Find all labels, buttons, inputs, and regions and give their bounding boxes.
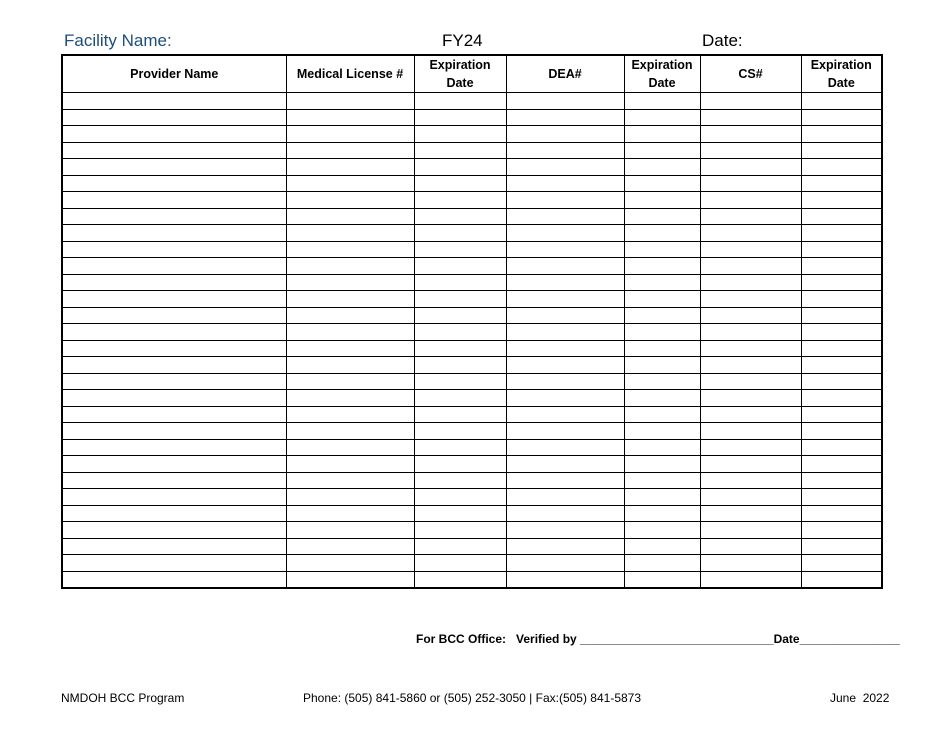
cell-cs[interactable] xyxy=(700,489,801,506)
cell-dea[interactable] xyxy=(506,175,624,192)
cell-cs[interactable] xyxy=(700,225,801,242)
cell-provider-name[interactable] xyxy=(62,489,286,506)
table-row xyxy=(62,291,882,308)
cell-license-expiration[interactable] xyxy=(414,489,506,506)
cell-dea[interactable] xyxy=(506,126,624,143)
cell-dea[interactable] xyxy=(506,307,624,324)
cell-cs[interactable] xyxy=(700,555,801,572)
cell-dea[interactable] xyxy=(506,225,624,242)
cell-cs-expiration[interactable] xyxy=(801,225,882,242)
cell-cs-expiration[interactable] xyxy=(801,324,882,341)
cell-dea-expiration[interactable] xyxy=(624,472,700,489)
cell-dea-expiration[interactable] xyxy=(624,291,700,308)
cell-cs-expiration[interactable] xyxy=(801,538,882,555)
cell-dea[interactable] xyxy=(506,340,624,357)
cell-provider-name[interactable] xyxy=(62,406,286,423)
cell-cs[interactable] xyxy=(700,472,801,489)
cell-provider-name[interactable] xyxy=(62,192,286,209)
cell-license-expiration[interactable] xyxy=(414,406,506,423)
cell-license-expiration[interactable] xyxy=(414,307,506,324)
cell-cs[interactable] xyxy=(700,390,801,407)
cell-cs[interactable] xyxy=(700,324,801,341)
cell-cs[interactable] xyxy=(700,357,801,374)
cell-dea-expiration[interactable] xyxy=(624,109,700,126)
cell-provider-name[interactable] xyxy=(62,373,286,390)
cell-license-expiration[interactable] xyxy=(414,274,506,291)
cell-provider-name[interactable] xyxy=(62,225,286,242)
cell-license-expiration[interactable] xyxy=(414,258,506,275)
cell-dea-expiration[interactable] xyxy=(624,324,700,341)
cell-dea-expiration[interactable] xyxy=(624,307,700,324)
column-header-cs-expiration: Expiration Date xyxy=(801,55,882,93)
cell-dea[interactable] xyxy=(506,472,624,489)
cell-dea[interactable] xyxy=(506,93,624,110)
cell-cs[interactable] xyxy=(700,126,801,143)
table-row xyxy=(62,571,882,588)
cell-cs-expiration[interactable] xyxy=(801,357,882,374)
cell-provider-name[interactable] xyxy=(62,291,286,308)
cell-cs[interactable] xyxy=(700,241,801,258)
cell-cs-expiration[interactable] xyxy=(801,126,882,143)
table-row xyxy=(62,192,882,209)
cell-license-expiration[interactable] xyxy=(414,456,506,473)
cell-dea[interactable] xyxy=(506,208,624,225)
cell-provider-name[interactable] xyxy=(62,472,286,489)
cell-provider-name[interactable] xyxy=(62,274,286,291)
cell-dea[interactable] xyxy=(506,390,624,407)
cell-dea-expiration[interactable] xyxy=(624,93,700,110)
cell-medical-license[interactable] xyxy=(286,324,414,341)
table-row xyxy=(62,472,882,489)
cell-dea[interactable] xyxy=(506,241,624,258)
cell-medical-license[interactable] xyxy=(286,142,414,159)
cell-dea-expiration[interactable] xyxy=(624,225,700,242)
cell-license-expiration[interactable] xyxy=(414,142,506,159)
table-row xyxy=(62,373,882,390)
cell-dea-expiration[interactable] xyxy=(624,357,700,374)
cell-cs-expiration[interactable] xyxy=(801,373,882,390)
cell-cs[interactable] xyxy=(700,258,801,275)
cell-cs-expiration[interactable] xyxy=(801,109,882,126)
cell-license-expiration[interactable] xyxy=(414,439,506,456)
table-row xyxy=(62,159,882,176)
table-row xyxy=(62,390,882,407)
cell-dea-expiration[interactable] xyxy=(624,159,700,176)
table-row xyxy=(62,324,882,341)
cell-provider-name[interactable] xyxy=(62,159,286,176)
cell-cs[interactable] xyxy=(700,423,801,440)
table-row xyxy=(62,109,882,126)
cell-cs[interactable] xyxy=(700,439,801,456)
facility-name-label: Facility Name: xyxy=(64,31,172,50)
cell-cs[interactable] xyxy=(700,192,801,209)
cell-cs-expiration[interactable] xyxy=(801,423,882,440)
cell-medical-license[interactable] xyxy=(286,439,414,456)
table-row xyxy=(62,208,882,225)
cell-cs[interactable] xyxy=(700,175,801,192)
cell-license-expiration[interactable] xyxy=(414,109,506,126)
cell-license-expiration[interactable] xyxy=(414,225,506,242)
cell-cs-expiration[interactable] xyxy=(801,390,882,407)
table-row xyxy=(62,489,882,506)
cell-license-expiration[interactable] xyxy=(414,357,506,374)
table-row xyxy=(62,555,882,572)
table-row xyxy=(62,142,882,159)
cell-license-expiration[interactable] xyxy=(414,571,506,588)
cell-dea-expiration[interactable] xyxy=(624,175,700,192)
cell-dea-expiration[interactable] xyxy=(624,274,700,291)
cell-dea[interactable] xyxy=(506,571,624,588)
cell-provider-name[interactable] xyxy=(62,456,286,473)
column-header-provider-name: Provider Name xyxy=(62,55,286,93)
cell-dea[interactable] xyxy=(506,192,624,209)
cell-dea[interactable] xyxy=(506,423,624,440)
cell-cs-expiration[interactable] xyxy=(801,258,882,275)
cell-medical-license[interactable] xyxy=(286,307,414,324)
cell-dea[interactable] xyxy=(506,258,624,275)
cell-cs[interactable] xyxy=(700,373,801,390)
cell-cs-expiration[interactable] xyxy=(801,241,882,258)
cell-dea[interactable] xyxy=(506,538,624,555)
cell-provider-name[interactable] xyxy=(62,241,286,258)
table-row xyxy=(62,505,882,522)
cell-provider-name[interactable] xyxy=(62,324,286,341)
cell-cs[interactable] xyxy=(700,142,801,159)
cell-cs-expiration[interactable] xyxy=(801,159,882,176)
cell-cs-expiration[interactable] xyxy=(801,340,882,357)
cell-dea-expiration[interactable] xyxy=(624,571,700,588)
cell-cs-expiration[interactable] xyxy=(801,192,882,209)
cell-cs[interactable] xyxy=(700,274,801,291)
cell-dea[interactable] xyxy=(506,142,624,159)
cell-medical-license[interactable] xyxy=(286,225,414,242)
cell-license-expiration[interactable] xyxy=(414,175,506,192)
cell-medical-license[interactable] xyxy=(286,456,414,473)
cell-medical-license[interactable] xyxy=(286,291,414,308)
cell-dea-expiration[interactable] xyxy=(624,142,700,159)
cell-cs[interactable] xyxy=(700,538,801,555)
cell-medical-license[interactable] xyxy=(286,258,414,275)
cell-cs-expiration[interactable] xyxy=(801,208,882,225)
cell-medical-license[interactable] xyxy=(286,93,414,110)
cell-medical-license[interactable] xyxy=(286,126,414,143)
cell-medical-license[interactable] xyxy=(286,571,414,588)
cell-cs[interactable] xyxy=(700,406,801,423)
cell-dea[interactable] xyxy=(506,109,624,126)
cell-dea-expiration[interactable] xyxy=(624,390,700,407)
cell-cs-expiration[interactable] xyxy=(801,439,882,456)
cell-medical-license[interactable] xyxy=(286,192,414,209)
cell-cs-expiration[interactable] xyxy=(801,175,882,192)
cell-cs[interactable] xyxy=(700,456,801,473)
cell-cs[interactable] xyxy=(700,505,801,522)
cell-medical-license[interactable] xyxy=(286,472,414,489)
cell-dea-expiration[interactable] xyxy=(624,555,700,572)
cell-dea[interactable] xyxy=(506,505,624,522)
cell-medical-license[interactable] xyxy=(286,555,414,572)
cell-medical-license[interactable] xyxy=(286,406,414,423)
cell-cs[interactable] xyxy=(700,307,801,324)
provider-roster-table xyxy=(61,54,883,589)
cell-cs-expiration[interactable] xyxy=(801,307,882,324)
cell-cs-expiration[interactable] xyxy=(801,93,882,110)
cell-provider-name[interactable] xyxy=(62,505,286,522)
cell-cs-expiration[interactable] xyxy=(801,274,882,291)
column-header-dea: DEA# xyxy=(506,55,624,93)
cell-medical-license[interactable] xyxy=(286,390,414,407)
table-row xyxy=(62,307,882,324)
cell-provider-name[interactable] xyxy=(62,538,286,555)
cell-dea[interactable] xyxy=(506,456,624,473)
cell-dea-expiration[interactable] xyxy=(624,456,700,473)
cell-dea[interactable] xyxy=(506,439,624,456)
cell-dea-expiration[interactable] xyxy=(624,192,700,209)
cell-cs[interactable] xyxy=(700,109,801,126)
cell-cs-expiration[interactable] xyxy=(801,291,882,308)
cell-license-expiration[interactable] xyxy=(414,505,506,522)
cell-medical-license[interactable] xyxy=(286,522,414,539)
cell-cs[interactable] xyxy=(700,159,801,176)
table-header-row xyxy=(62,55,882,93)
cell-dea-expiration[interactable] xyxy=(624,258,700,275)
cell-medical-license[interactable] xyxy=(286,340,414,357)
column-header-cs: CS# xyxy=(700,55,801,93)
table-row xyxy=(62,175,882,192)
cell-provider-name[interactable] xyxy=(62,126,286,143)
cell-dea-expiration[interactable] xyxy=(624,241,700,258)
cell-cs[interactable] xyxy=(700,571,801,588)
table-row xyxy=(62,423,882,440)
cell-license-expiration[interactable] xyxy=(414,93,506,110)
cell-license-expiration[interactable] xyxy=(414,390,506,407)
cell-provider-name[interactable] xyxy=(62,93,286,110)
cell-license-expiration[interactable] xyxy=(414,192,506,209)
cell-license-expiration[interactable] xyxy=(414,472,506,489)
cell-license-expiration[interactable] xyxy=(414,159,506,176)
cell-provider-name[interactable] xyxy=(62,555,286,572)
table-row xyxy=(62,538,882,555)
cell-medical-license[interactable] xyxy=(286,505,414,522)
cell-medical-license[interactable] xyxy=(286,241,414,258)
table-row xyxy=(62,241,882,258)
table-row xyxy=(62,340,882,357)
bcc-office-verification-line: For BCC Office: Verified by _____________________________Date_______________ xyxy=(416,632,900,646)
cell-license-expiration[interactable] xyxy=(414,538,506,555)
cell-cs-expiration[interactable] xyxy=(801,505,882,522)
cell-license-expiration[interactable] xyxy=(414,126,506,143)
cell-cs-expiration[interactable] xyxy=(801,571,882,588)
cell-dea-expiration[interactable] xyxy=(624,505,700,522)
cell-dea-expiration[interactable] xyxy=(624,126,700,143)
cell-medical-license[interactable] xyxy=(286,274,414,291)
cell-dea[interactable] xyxy=(506,159,624,176)
cell-license-expiration[interactable] xyxy=(414,373,506,390)
cell-provider-name[interactable] xyxy=(62,571,286,588)
footer-contact-info: Phone: (505) 841-5860 or (505) 252-3050 | Fax:(505) 841-5873 xyxy=(303,691,642,705)
cell-dea[interactable] xyxy=(506,357,624,374)
cell-provider-name[interactable] xyxy=(62,357,286,374)
cell-medical-license[interactable] xyxy=(286,159,414,176)
cell-license-expiration[interactable] xyxy=(414,324,506,341)
cell-medical-license[interactable] xyxy=(286,357,414,374)
table-row xyxy=(62,522,882,539)
cell-dea[interactable] xyxy=(506,406,624,423)
cell-dea[interactable] xyxy=(506,522,624,539)
cell-cs-expiration[interactable] xyxy=(801,142,882,159)
table-row xyxy=(62,93,882,110)
cell-provider-name[interactable] xyxy=(62,439,286,456)
cell-provider-name[interactable] xyxy=(62,142,286,159)
cell-medical-license[interactable] xyxy=(286,208,414,225)
cell-license-expiration[interactable] xyxy=(414,340,506,357)
table-row xyxy=(62,274,882,291)
cell-license-expiration[interactable] xyxy=(414,208,506,225)
cell-medical-license[interactable] xyxy=(286,423,414,440)
table-row xyxy=(62,456,882,473)
cell-medical-license[interactable] xyxy=(286,109,414,126)
table-row xyxy=(62,126,882,143)
cell-dea-expiration[interactable] xyxy=(624,340,700,357)
cell-license-expiration[interactable] xyxy=(414,291,506,308)
cell-cs-expiration[interactable] xyxy=(801,456,882,473)
cell-dea[interactable] xyxy=(506,274,624,291)
cell-dea[interactable] xyxy=(506,489,624,506)
fiscal-year-label: FY24 xyxy=(442,31,483,50)
column-header-medical-license: Medical License # xyxy=(286,55,414,93)
cell-cs[interactable] xyxy=(700,291,801,308)
cell-license-expiration[interactable] xyxy=(414,241,506,258)
cell-provider-name[interactable] xyxy=(62,390,286,407)
cell-dea[interactable] xyxy=(506,555,624,572)
cell-cs[interactable] xyxy=(700,522,801,539)
cell-dea-expiration[interactable] xyxy=(624,406,700,423)
cell-medical-license[interactable] xyxy=(286,175,414,192)
cell-dea[interactable] xyxy=(506,291,624,308)
cell-cs[interactable] xyxy=(700,340,801,357)
footer-program-name: NMDOH BCC Program xyxy=(61,691,185,705)
cell-provider-name[interactable] xyxy=(62,109,286,126)
table-row xyxy=(62,258,882,275)
footer-revision-date: June 2022 xyxy=(830,691,890,705)
cell-dea-expiration[interactable] xyxy=(624,439,700,456)
cell-cs-expiration[interactable] xyxy=(801,406,882,423)
cell-provider-name[interactable] xyxy=(62,258,286,275)
table-row xyxy=(62,225,882,242)
cell-medical-license[interactable] xyxy=(286,489,414,506)
cell-dea[interactable] xyxy=(506,373,624,390)
cell-license-expiration[interactable] xyxy=(414,522,506,539)
cell-cs-expiration[interactable] xyxy=(801,472,882,489)
date-label: Date: xyxy=(702,31,743,50)
cell-provider-name[interactable] xyxy=(62,522,286,539)
cell-cs-expiration[interactable] xyxy=(801,489,882,506)
cell-medical-license[interactable] xyxy=(286,538,414,555)
cell-license-expiration[interactable] xyxy=(414,423,506,440)
cell-dea-expiration[interactable] xyxy=(624,373,700,390)
table-row xyxy=(62,406,882,423)
cell-dea-expiration[interactable] xyxy=(624,522,700,539)
cell-cs[interactable] xyxy=(700,208,801,225)
cell-dea[interactable] xyxy=(506,324,624,341)
cell-provider-name[interactable] xyxy=(62,175,286,192)
cell-license-expiration[interactable] xyxy=(414,555,506,572)
column-header-dea-expiration: Expiration Date xyxy=(624,55,700,93)
column-header-license-expiration: Expiration Date xyxy=(414,55,506,93)
cell-provider-name[interactable] xyxy=(62,423,286,440)
cell-provider-name[interactable] xyxy=(62,208,286,225)
table-row xyxy=(62,357,882,374)
cell-cs-expiration[interactable] xyxy=(801,555,882,572)
cell-provider-name[interactable] xyxy=(62,340,286,357)
cell-dea-expiration[interactable] xyxy=(624,538,700,555)
cell-dea-expiration[interactable] xyxy=(624,489,700,506)
cell-medical-license[interactable] xyxy=(286,373,414,390)
cell-cs[interactable] xyxy=(700,93,801,110)
table-row xyxy=(62,439,882,456)
cell-cs-expiration[interactable] xyxy=(801,522,882,539)
cell-dea-expiration[interactable] xyxy=(624,208,700,225)
table-body xyxy=(62,93,882,589)
cell-dea-expiration[interactable] xyxy=(624,423,700,440)
cell-provider-name[interactable] xyxy=(62,307,286,324)
